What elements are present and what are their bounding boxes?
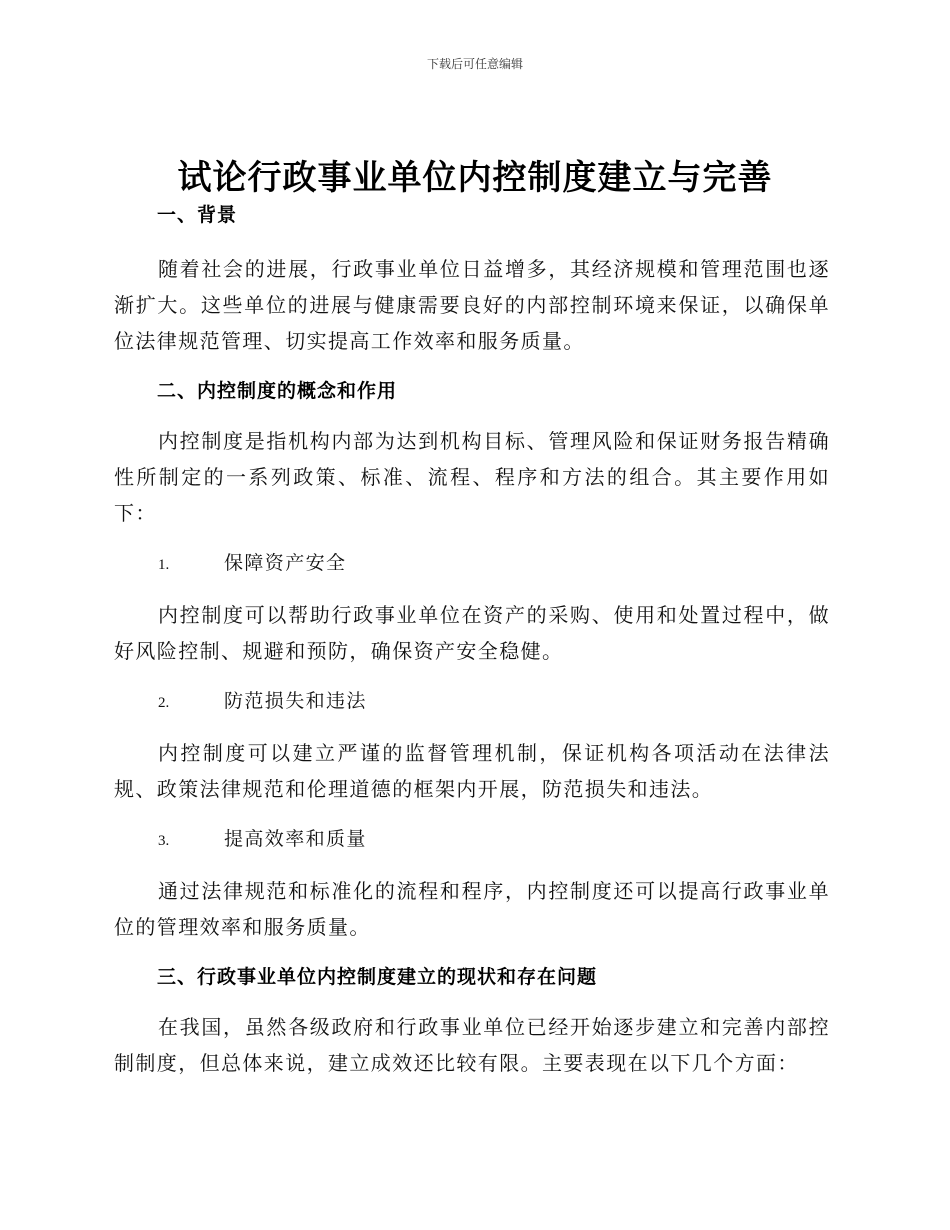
- list-number: 2.: [158, 695, 170, 711]
- list-item-label: 防范损失和违法: [224, 690, 367, 712]
- list-number: 1.: [158, 557, 170, 573]
- paragraph-item-1: 内控制度可以帮助行政事业单位在资产的采购、使用和处置过程中，做好风险控制、规避和预防，确保资产安全稳健。: [114, 603, 830, 663]
- list-item-1: [114, 548, 830, 580]
- document-body: [114, 200, 830, 1081]
- paragraph-item-3: 通过法律规范和标准化的流程和程序，内控制度还可以提高行政事业单位的管理效率和服务质量。: [114, 879, 830, 939]
- section-heading-concept: 二、内控制度的概念和作用: [157, 380, 398, 402]
- list-item-2: [114, 686, 830, 718]
- paragraph-item-2: 内控制度可以建立严谨的监督管理机制，保证机构各项活动在法律法规、政策法律规范和伦理道德的框架内开展，防范损失和违法。: [114, 741, 830, 801]
- header-note: 下载后可任意编辑: [426, 57, 523, 71]
- page-title: 试论行政事业单位内控制度建立与完善: [177, 158, 773, 198]
- list-number: 3.: [158, 833, 170, 849]
- section-heading-background: 一、背景: [157, 204, 238, 226]
- section-heading-status: 三、行政事业单位内控制度建立的现状和存在问题: [157, 966, 598, 988]
- list-item-label: 提高效率和质量: [224, 828, 367, 850]
- paragraph-status: 在我国，虽然各级政府和行政事业单位已经开始逐步建立和完善内部控制制度，但总体来说，建立成效还比较有限。主要表现在以下几个方面：: [114, 1015, 830, 1075]
- paragraph-concept: 内控制度是指机构内部为达到机构目标、管理风险和保证财务报告精确性所制定的一系列政策、标准、流程、程序和方法的组合。其主要作用如下：: [114, 429, 830, 525]
- paragraph-background: 随着社会的进展，行政事业单位日益增多，其经济规模和管理范围也逐渐扩大。这些单位的进展与健康需要良好的内部控制环境来保证，以确保单位法律规范管理、切实提高工作效率和服务质量。: [114, 257, 830, 353]
- list-item-label: 保障资产安全: [224, 552, 347, 574]
- list-item-3: [114, 824, 830, 856]
